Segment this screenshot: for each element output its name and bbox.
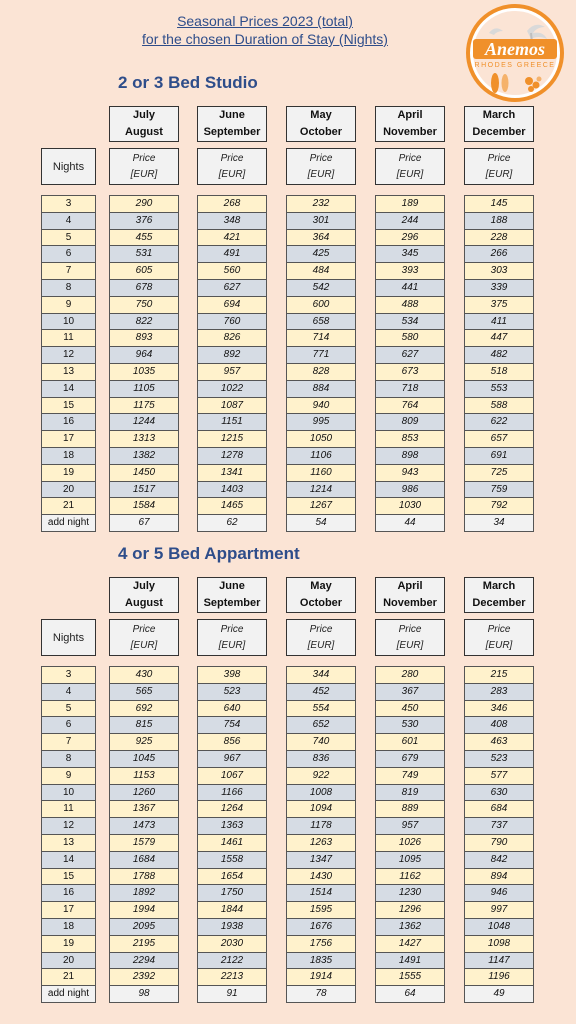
price-cell: 2195 bbox=[109, 935, 179, 953]
price-cell: 997 bbox=[464, 901, 534, 919]
price-header: Price [EUR] bbox=[375, 148, 445, 185]
title-line-2: for the chosen Duration of Stay (Nights) bbox=[142, 31, 388, 47]
price-cell: 588 bbox=[464, 397, 534, 415]
season-header-apr-nov: April November bbox=[375, 577, 445, 613]
price-cell: 986 bbox=[375, 481, 445, 499]
price-cell: 280 bbox=[375, 666, 445, 684]
price-cell: 367 bbox=[375, 683, 445, 701]
price-cell: 488 bbox=[375, 296, 445, 314]
svg-text:RHODES GREECE: RHODES GREECE bbox=[474, 62, 556, 69]
price-cell: 2095 bbox=[109, 918, 179, 936]
price-cell: 1844 bbox=[197, 901, 267, 919]
price-cell: 1491 bbox=[375, 952, 445, 970]
price-header: Price [EUR] bbox=[464, 619, 534, 656]
price-cell: 1427 bbox=[375, 935, 445, 953]
price-header: Price [EUR] bbox=[375, 619, 445, 656]
price-cell: 1230 bbox=[375, 884, 445, 902]
price-cell: 98 bbox=[109, 985, 179, 1003]
price-cell: 44 bbox=[375, 514, 445, 532]
nights-cell: 10 bbox=[41, 784, 96, 802]
price-cell: 1175 bbox=[109, 397, 179, 415]
price-cell: 1558 bbox=[197, 851, 267, 869]
price-cell: 425 bbox=[286, 245, 356, 263]
price-cell: 2392 bbox=[109, 968, 179, 986]
price-cell: 1914 bbox=[286, 968, 356, 986]
anemos-logo bbox=[465, 3, 565, 103]
price-cell: 737 bbox=[464, 817, 534, 835]
price-cell: 1403 bbox=[197, 481, 267, 499]
price-cell: 1313 bbox=[109, 430, 179, 448]
price-cell: 2294 bbox=[109, 952, 179, 970]
price-cell: 375 bbox=[464, 296, 534, 314]
price-cell: 630 bbox=[464, 784, 534, 802]
season-header-jun-sep: June September bbox=[197, 577, 267, 613]
nights-cell: 17 bbox=[41, 430, 96, 448]
price-cell: 2122 bbox=[197, 952, 267, 970]
price-cell: 1008 bbox=[286, 784, 356, 802]
nights-cell: 4 bbox=[41, 212, 96, 230]
price-cell: 421 bbox=[197, 229, 267, 247]
price-cell: 348 bbox=[197, 212, 267, 230]
price-cell: 455 bbox=[109, 229, 179, 247]
price-cell: 889 bbox=[375, 800, 445, 818]
nights-cell: 5 bbox=[41, 229, 96, 247]
season-header-apr-nov: April November bbox=[375, 106, 445, 142]
nights-cell: 6 bbox=[41, 716, 96, 734]
nights-cell: 18 bbox=[41, 447, 96, 465]
price-cell: 790 bbox=[464, 834, 534, 852]
price-cell: 346 bbox=[464, 700, 534, 718]
price-cell: 822 bbox=[109, 313, 179, 331]
nights-cell: 10 bbox=[41, 313, 96, 331]
price-cell: 658 bbox=[286, 313, 356, 331]
price-cell: 215 bbox=[464, 666, 534, 684]
price-cell: 856 bbox=[197, 733, 267, 751]
price-cell: 1050 bbox=[286, 430, 356, 448]
price-cell: 1196 bbox=[464, 968, 534, 986]
price-cell: 760 bbox=[197, 313, 267, 331]
nights-cell: 13 bbox=[41, 363, 96, 381]
nights-cell: 5 bbox=[41, 700, 96, 718]
price-cell: 1367 bbox=[109, 800, 179, 818]
price-cell: 542 bbox=[286, 279, 356, 297]
price-header: Price [EUR] bbox=[109, 619, 179, 656]
nights-cell: 20 bbox=[41, 952, 96, 970]
price-cell: 398 bbox=[197, 666, 267, 684]
price-cell: 605 bbox=[109, 262, 179, 280]
price-cell: 1994 bbox=[109, 901, 179, 919]
page-title bbox=[0, 12, 530, 48]
price-cell: 344 bbox=[286, 666, 356, 684]
price-header: Price [EUR] bbox=[197, 619, 267, 656]
price-cell: 376 bbox=[109, 212, 179, 230]
price-cell: 1048 bbox=[464, 918, 534, 936]
price-cell: 957 bbox=[375, 817, 445, 835]
price-cell: 725 bbox=[464, 464, 534, 482]
price-cell: 836 bbox=[286, 750, 356, 768]
price-cell: 290 bbox=[109, 195, 179, 213]
price-cell: 2030 bbox=[197, 935, 267, 953]
price-cell: 893 bbox=[109, 329, 179, 347]
price-cell: 301 bbox=[286, 212, 356, 230]
price-cell: 1382 bbox=[109, 447, 179, 465]
season-header-may-oct: May October bbox=[286, 577, 356, 613]
season-header-may-oct: May October bbox=[286, 106, 356, 142]
price-cell: 995 bbox=[286, 413, 356, 431]
nights-cell: 20 bbox=[41, 481, 96, 499]
price-cell: 145 bbox=[464, 195, 534, 213]
price-cell: 627 bbox=[197, 279, 267, 297]
price-cell: 523 bbox=[464, 750, 534, 768]
price-cell: 842 bbox=[464, 851, 534, 869]
nights-cell: 16 bbox=[41, 413, 96, 431]
price-cell: 673 bbox=[375, 363, 445, 381]
price-cell: 764 bbox=[375, 397, 445, 415]
price-cell: 553 bbox=[464, 380, 534, 398]
price-cell: 792 bbox=[464, 497, 534, 515]
price-cell: 1094 bbox=[286, 800, 356, 818]
price-cell: 1151 bbox=[197, 413, 267, 431]
nights-cell: 16 bbox=[41, 884, 96, 902]
price-cell: 1517 bbox=[109, 481, 179, 499]
price-cell: 600 bbox=[286, 296, 356, 314]
price-cell: 268 bbox=[197, 195, 267, 213]
price-cell: 91 bbox=[197, 985, 267, 1003]
nights-cell: 17 bbox=[41, 901, 96, 919]
price-cell: 530 bbox=[375, 716, 445, 734]
price-cell: 1260 bbox=[109, 784, 179, 802]
price-cell: 622 bbox=[464, 413, 534, 431]
price-cell: 64 bbox=[375, 985, 445, 1003]
price-cell: 922 bbox=[286, 767, 356, 785]
price-cell: 684 bbox=[464, 800, 534, 818]
price-cell: 678 bbox=[109, 279, 179, 297]
price-header: Price [EUR] bbox=[286, 619, 356, 656]
price-cell: 652 bbox=[286, 716, 356, 734]
title-line-1: Seasonal Prices 2023 (total) bbox=[177, 13, 353, 29]
price-cell: 54 bbox=[286, 514, 356, 532]
price-cell: 759 bbox=[464, 481, 534, 499]
price-cell: 1296 bbox=[375, 901, 445, 919]
price-cell: 714 bbox=[286, 329, 356, 347]
price-cell: 819 bbox=[375, 784, 445, 802]
price-cell: 1450 bbox=[109, 464, 179, 482]
price-cell: 940 bbox=[286, 397, 356, 415]
price-header: Price [EUR] bbox=[197, 148, 267, 185]
price-cell: 303 bbox=[464, 262, 534, 280]
price-cell: 1756 bbox=[286, 935, 356, 953]
nights-cell: 21 bbox=[41, 497, 96, 515]
price-cell: 640 bbox=[197, 700, 267, 718]
price-cell: 1465 bbox=[197, 497, 267, 515]
price-cell: 1067 bbox=[197, 767, 267, 785]
price-cell: 188 bbox=[464, 212, 534, 230]
price-cell: 491 bbox=[197, 245, 267, 263]
price-cell: 554 bbox=[286, 700, 356, 718]
price-cell: 49 bbox=[464, 985, 534, 1003]
price-cell: 1264 bbox=[197, 800, 267, 818]
season-header-jul-aug: July August bbox=[109, 577, 179, 613]
price-cell: 1461 bbox=[197, 834, 267, 852]
price-cell: 78 bbox=[286, 985, 356, 1003]
price-cell: 1938 bbox=[197, 918, 267, 936]
price-cell: 826 bbox=[197, 329, 267, 347]
nights-cell: add night bbox=[41, 985, 96, 1003]
price-cell: 1095 bbox=[375, 851, 445, 869]
price-cell: 523 bbox=[197, 683, 267, 701]
section-title-studio: 2 or 3 Bed Studio bbox=[118, 73, 258, 92]
price-cell: 450 bbox=[375, 700, 445, 718]
price-cell: 828 bbox=[286, 363, 356, 381]
section-title-apartment: 4 or 5 Bed Appartment bbox=[118, 544, 300, 563]
price-cell: 967 bbox=[197, 750, 267, 768]
price-cell: 1514 bbox=[286, 884, 356, 902]
price-cell: 1835 bbox=[286, 952, 356, 970]
price-cell: 1106 bbox=[286, 447, 356, 465]
nights-cell: 9 bbox=[41, 767, 96, 785]
price-cell: 771 bbox=[286, 346, 356, 364]
nights-cell: add night bbox=[41, 514, 96, 532]
nights-cell: 3 bbox=[41, 666, 96, 684]
nights-cell: 14 bbox=[41, 380, 96, 398]
price-cell: 1278 bbox=[197, 447, 267, 465]
price-cell: 1892 bbox=[109, 884, 179, 902]
price-cell: 853 bbox=[375, 430, 445, 448]
nights-cell: 21 bbox=[41, 968, 96, 986]
nights-cell: 19 bbox=[41, 935, 96, 953]
price-cell: 1676 bbox=[286, 918, 356, 936]
price-cell: 1162 bbox=[375, 868, 445, 886]
price-cell: 1363 bbox=[197, 817, 267, 835]
price-cell: 1098 bbox=[464, 935, 534, 953]
price-cell: 1267 bbox=[286, 497, 356, 515]
nights-cell: 7 bbox=[41, 733, 96, 751]
nights-cell: 7 bbox=[41, 262, 96, 280]
price-cell: 1022 bbox=[197, 380, 267, 398]
price-cell: 691 bbox=[464, 447, 534, 465]
price-cell: 809 bbox=[375, 413, 445, 431]
price-cell: 1555 bbox=[375, 968, 445, 986]
price-cell: 1045 bbox=[109, 750, 179, 768]
nights-cell: 19 bbox=[41, 464, 96, 482]
price-cell: 447 bbox=[464, 329, 534, 347]
price-cell: 560 bbox=[197, 262, 267, 280]
price-cell: 565 bbox=[109, 683, 179, 701]
price-cell: 943 bbox=[375, 464, 445, 482]
price-cell: 244 bbox=[375, 212, 445, 230]
price-cell: 1684 bbox=[109, 851, 179, 869]
price-cell: 692 bbox=[109, 700, 179, 718]
price-cell: 1584 bbox=[109, 497, 179, 515]
price-cell: 1153 bbox=[109, 767, 179, 785]
price-cell: 452 bbox=[286, 683, 356, 701]
price-cell: 430 bbox=[109, 666, 179, 684]
price-cell: 577 bbox=[464, 767, 534, 785]
price-cell: 580 bbox=[375, 329, 445, 347]
nights-cell: 9 bbox=[41, 296, 96, 314]
price-cell: 228 bbox=[464, 229, 534, 247]
price-cell: 750 bbox=[109, 296, 179, 314]
price-cell: 441 bbox=[375, 279, 445, 297]
price-cell: 1263 bbox=[286, 834, 356, 852]
svg-text:Anemos: Anemos bbox=[484, 39, 546, 59]
price-cell: 1166 bbox=[197, 784, 267, 802]
price-cell: 408 bbox=[464, 716, 534, 734]
season-header-mar-dec: March December bbox=[464, 577, 534, 613]
price-cell: 67 bbox=[109, 514, 179, 532]
price-cell: 283 bbox=[464, 683, 534, 701]
price-cell: 345 bbox=[375, 245, 445, 263]
price-cell: 815 bbox=[109, 716, 179, 734]
season-header-mar-dec: March December bbox=[464, 106, 534, 142]
price-cell: 482 bbox=[464, 346, 534, 364]
price-header: Price [EUR] bbox=[464, 148, 534, 185]
price-cell: 266 bbox=[464, 245, 534, 263]
price-header: Price [EUR] bbox=[109, 148, 179, 185]
nights-cell: 14 bbox=[41, 851, 96, 869]
price-cell: 463 bbox=[464, 733, 534, 751]
price-cell: 946 bbox=[464, 884, 534, 902]
price-cell: 898 bbox=[375, 447, 445, 465]
nights-cell: 18 bbox=[41, 918, 96, 936]
price-cell: 534 bbox=[375, 313, 445, 331]
nights-cell: 6 bbox=[41, 245, 96, 263]
season-header-jul-aug: July August bbox=[109, 106, 179, 142]
nights-cell: 12 bbox=[41, 346, 96, 364]
price-cell: 1341 bbox=[197, 464, 267, 482]
price-cell: 1160 bbox=[286, 464, 356, 482]
price-cell: 1362 bbox=[375, 918, 445, 936]
price-cell: 2213 bbox=[197, 968, 267, 986]
price-cell: 1178 bbox=[286, 817, 356, 835]
nights-header: Nights bbox=[41, 148, 96, 185]
price-cell: 749 bbox=[375, 767, 445, 785]
price-cell: 1347 bbox=[286, 851, 356, 869]
price-cell: 601 bbox=[375, 733, 445, 751]
price-cell: 1026 bbox=[375, 834, 445, 852]
price-cell: 393 bbox=[375, 262, 445, 280]
price-cell: 718 bbox=[375, 380, 445, 398]
price-cell: 411 bbox=[464, 313, 534, 331]
price-cell: 657 bbox=[464, 430, 534, 448]
price-cell: 1030 bbox=[375, 497, 445, 515]
price-cell: 1473 bbox=[109, 817, 179, 835]
nights-cell: 8 bbox=[41, 279, 96, 297]
price-cell: 1087 bbox=[197, 397, 267, 415]
price-cell: 62 bbox=[197, 514, 267, 532]
price-cell: 740 bbox=[286, 733, 356, 751]
price-cell: 627 bbox=[375, 346, 445, 364]
price-cell: 518 bbox=[464, 363, 534, 381]
price-cell: 679 bbox=[375, 750, 445, 768]
price-cell: 1654 bbox=[197, 868, 267, 886]
price-cell: 1215 bbox=[197, 430, 267, 448]
price-cell: 1147 bbox=[464, 952, 534, 970]
nights-cell: 15 bbox=[41, 868, 96, 886]
nights-cell: 11 bbox=[41, 329, 96, 347]
price-cell: 34 bbox=[464, 514, 534, 532]
nights-header: Nights bbox=[41, 619, 96, 656]
price-cell: 957 bbox=[197, 363, 267, 381]
price-cell: 1105 bbox=[109, 380, 179, 398]
price-cell: 694 bbox=[197, 296, 267, 314]
price-cell: 884 bbox=[286, 380, 356, 398]
price-cell: 531 bbox=[109, 245, 179, 263]
price-cell: 892 bbox=[197, 346, 267, 364]
price-cell: 189 bbox=[375, 195, 445, 213]
price-cell: 1595 bbox=[286, 901, 356, 919]
price-cell: 296 bbox=[375, 229, 445, 247]
price-cell: 339 bbox=[464, 279, 534, 297]
price-cell: 364 bbox=[286, 229, 356, 247]
nights-cell: 15 bbox=[41, 397, 96, 415]
nights-cell: 8 bbox=[41, 750, 96, 768]
nights-cell: 13 bbox=[41, 834, 96, 852]
price-header: Price [EUR] bbox=[286, 148, 356, 185]
price-cell: 964 bbox=[109, 346, 179, 364]
price-cell: 894 bbox=[464, 868, 534, 886]
price-cell: 484 bbox=[286, 262, 356, 280]
nights-cell: 12 bbox=[41, 817, 96, 835]
nights-cell: 3 bbox=[41, 195, 96, 213]
price-cell: 1430 bbox=[286, 868, 356, 886]
price-cell: 754 bbox=[197, 716, 267, 734]
price-cell: 1214 bbox=[286, 481, 356, 499]
nights-cell: 11 bbox=[41, 800, 96, 818]
price-cell: 925 bbox=[109, 733, 179, 751]
price-cell: 232 bbox=[286, 195, 356, 213]
nights-cell: 4 bbox=[41, 683, 96, 701]
price-cell: 1750 bbox=[197, 884, 267, 902]
price-cell: 1244 bbox=[109, 413, 179, 431]
price-cell: 1035 bbox=[109, 363, 179, 381]
price-cell: 1788 bbox=[109, 868, 179, 886]
price-cell: 1579 bbox=[109, 834, 179, 852]
season-header-jun-sep: June September bbox=[197, 106, 267, 142]
